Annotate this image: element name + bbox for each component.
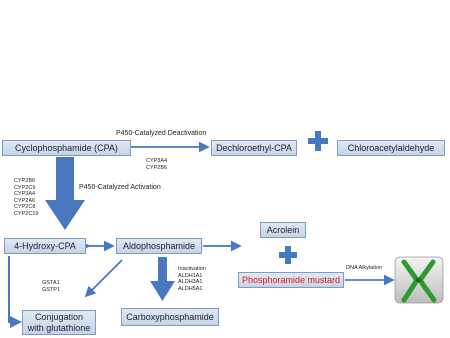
node-cyclophosphamide: Cyclophosphamide (CPA)	[2, 140, 131, 156]
label-inactivation: Inactivation ALDH1A1 ALDH3A1 ALDH5A1	[178, 266, 206, 292]
node-chloroacetaldehyde: Chloroacetylaldehyde	[337, 140, 445, 156]
plus-icon-2	[279, 246, 297, 264]
node-phosphoramide-mustard: Phosphoramide mustard	[238, 272, 344, 288]
label-activation-enzymes: CYP2B6 CYP2C9 CYP3A4 CYP2A6 CYP2C8 CYP2C19	[14, 178, 39, 217]
arrow-to-conjugation	[86, 260, 122, 296]
node-carboxyphosphamide: Carboxyphosphamide	[121, 308, 219, 326]
label-deactivation-enzymes: CYP3A4 CYP2B6	[146, 158, 168, 171]
label-gst-enzymes: GSTA1 GSTP1	[42, 280, 61, 293]
label-deactivation: P450-Catalyzed Deactivation	[116, 130, 207, 137]
label-dna-alkylation: DNA Alkylation	[346, 265, 383, 271]
chromosome-icon	[395, 257, 443, 303]
label-activation: P450-Catalyzed Activation	[79, 184, 161, 191]
node-4-hydroxy-cpa: 4-Hydroxy-CPA	[4, 238, 86, 254]
arrow-activation	[45, 157, 85, 230]
plus-icon	[308, 131, 328, 151]
node-conjugation: Conjugation with glutathione	[22, 310, 96, 335]
arrow-to-conjugation-l	[9, 256, 20, 322]
node-dechloroethyl-cpa: Dechloroethyl-CPA	[211, 140, 297, 156]
node-aldophosphamide: Aldophosphamide	[116, 238, 202, 254]
arrow-inactivation	[150, 257, 175, 301]
node-acrolein: Acrolein	[260, 222, 306, 238]
